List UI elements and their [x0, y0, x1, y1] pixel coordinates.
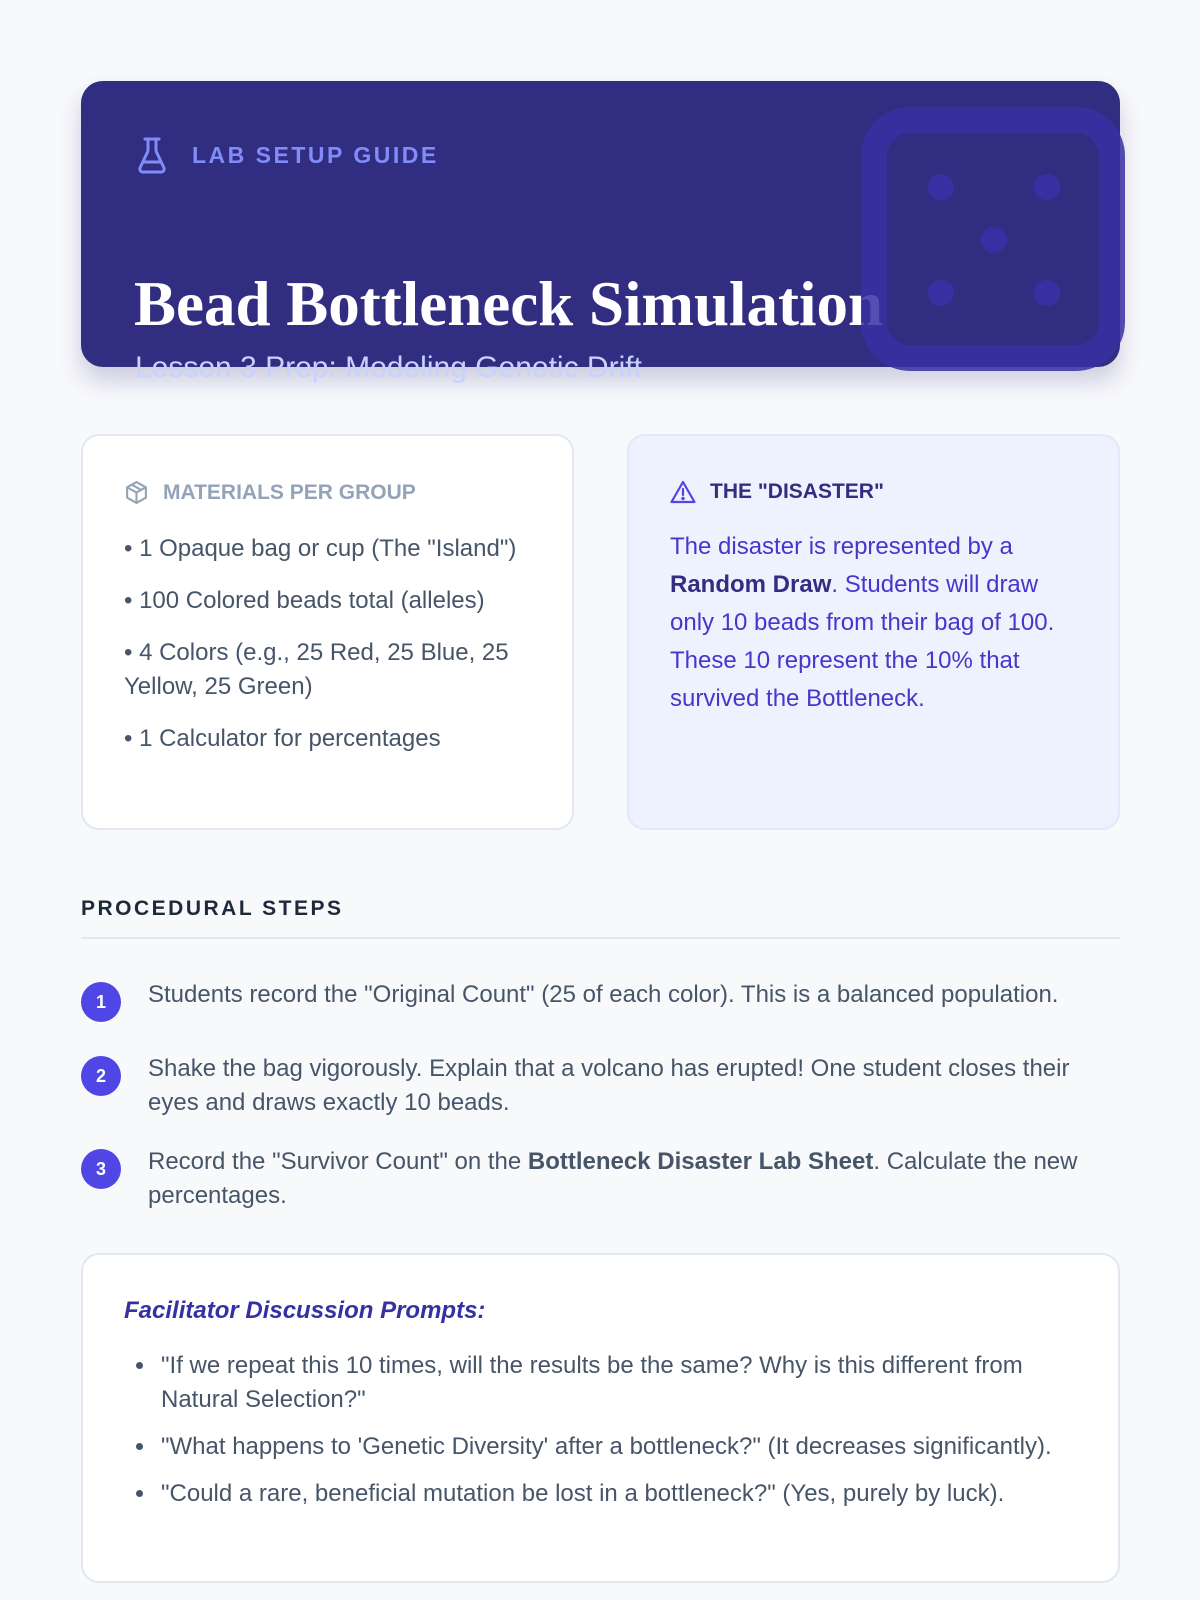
warning-triangle-icon [670, 480, 696, 504]
step-number-badge: 1 [81, 982, 121, 1022]
materials-list [124, 532, 544, 774]
disaster-card [627, 434, 1120, 830]
step-text-part: Shake the bag vigorously. Explain that a volcano has erupted! One student closes their eyes and draws exactly 10 beads. [148, 1055, 1070, 1116]
list-item: • "If we repeat this 10 times, will the results be the same? Why is this different from Natural Selection?" [157, 1349, 1087, 1417]
prompts-title: Facilitator Discussion Prompts: [124, 1297, 486, 1324]
disaster-description [670, 528, 1080, 718]
divider [81, 937, 1120, 939]
page-title: Bead Bottleneck Simulation [134, 269, 884, 339]
list-item: • 4 Colors (e.g., 25 Red, 25 Blue, 25 Yellow, 25 Green) [124, 636, 544, 704]
step-item [81, 1145, 1120, 1213]
header-banner [81, 81, 1120, 384]
disaster-text-emphasis: Random Draw [670, 571, 832, 598]
header-badge-label: LAB SETUP GUIDE [192, 141, 439, 168]
prompts-list [157, 1349, 1087, 1524]
materials-heading [124, 480, 416, 505]
list-item: • 1 Calculator for percentages [124, 722, 544, 756]
disaster-heading-label: THE "DISASTER" [710, 480, 884, 503]
step-text-part: Students record the "Original Count" (25 of each color). This is a balanced population. [148, 981, 1059, 1008]
page-subtitle: Lesson 3 Prep: Modeling Genetic Drift [135, 351, 642, 384]
step-text [148, 1145, 1108, 1213]
lab-sheet-name: Bottleneck Disaster Lab Sheet [527, 1148, 874, 1175]
step-text [148, 978, 1108, 1012]
facilitator-prompts-card [81, 1253, 1120, 1583]
list-item: • 1 Opaque bag or cup (The "Island") [124, 532, 544, 566]
step-text-part: . Calculate the new percentages. [148, 1148, 1078, 1209]
list-item: • "What happens to 'Genetic Diversity' after a bottleneck?" (It decreases significantly). [157, 1430, 1087, 1464]
dice-five-icon [861, 107, 1125, 371]
box-icon [124, 480, 149, 505]
materials-heading-label: MATERIALS PER GROUP [163, 480, 416, 504]
disaster-heading [670, 480, 884, 504]
materials-card [81, 434, 574, 830]
disaster-text-part: . Students will draw only 10 beads from their bag of 100. These 10 represent the 10% that survived the Bottleneck. [670, 571, 1055, 712]
flask-icon [136, 136, 168, 174]
list-item: • "Could a rare, beneficial mutation be lost in a bottleneck?" (Yes, purely by luck). [157, 1477, 1087, 1511]
step-item [81, 978, 1120, 1022]
header-badge [136, 136, 439, 174]
steps-heading: PROCEDURAL STEPS [81, 897, 344, 920]
disaster-text-part: The disaster is represented by a [670, 533, 1013, 560]
step-number-badge: 2 [81, 1056, 121, 1096]
step-number-badge: 3 [81, 1149, 121, 1189]
step-item [81, 1052, 1120, 1120]
step-text [148, 1052, 1108, 1120]
list-item: • 100 Colored beads total (alleles) [124, 584, 544, 618]
step-text-part: Record the "Survivor Count" on the [148, 1148, 528, 1175]
